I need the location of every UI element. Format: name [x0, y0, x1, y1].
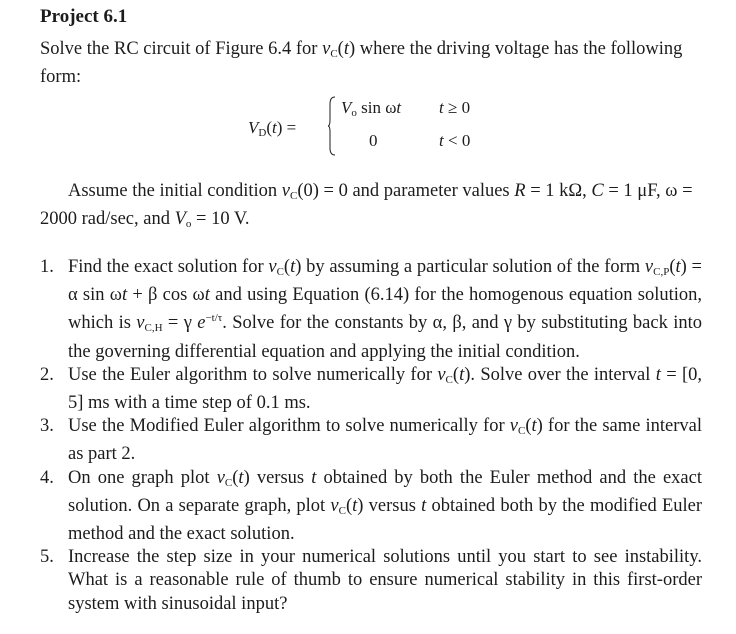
task-item [40, 256, 702, 364]
task-text: Use the Modified Euler algorithm to solve numerically for $v_C(t)$ for the same interval as part 2. [68, 416, 702, 465]
task-item [40, 415, 702, 466]
task-list [40, 256, 702, 616]
task-number: 2. [40, 364, 54, 385]
equation-lhs: $V_D(t)$ = [248, 118, 297, 139]
equation-case1-expr: $V_o$ sin ωt [341, 98, 402, 119]
equation-case1-cond: t ≥ 0 [439, 98, 471, 117]
project-title: Project 6.1 [40, 6, 128, 27]
task-item [40, 467, 702, 547]
task-number: 1. [40, 257, 54, 277]
task-text: Use the Euler algorithm to solve numerically for $v_C(t)$. Solve over the interval t = [0, 5] ms with a time step of 0.1 ms. [68, 364, 702, 414]
task-number: 4. [40, 467, 54, 488]
task-number: 5. [40, 547, 54, 568]
equation-brace-icon [328, 96, 336, 156]
intro-paragraph: Solve the RC circuit of Figure 6.4 for $v_C(t)$ where the driving voltage has the following form: [40, 39, 683, 87]
equation-case2-expr: 0 [369, 131, 378, 150]
task-text: On one graph plot $v_C(t)$ versus t obtained by both the Euler method and the exact solution. On a separate graph, plot $v_C(t)$ versus t obtained both by the modified Euler method and the exact solution. [68, 467, 703, 545]
assumption-paragraph: Assume the initial condition $v_C(0) = 0$ and parameter values R = 1 kΩ, C = 1 μF, ω = 2000 rad/sec, and $V_o = 10$ V. [40, 181, 693, 230]
task-number: 3. [40, 416, 54, 437]
task-text: Increase the step size in your numerical solutions until you start to see instability. What is a reasonable rule of thumb to ensure numerical stability in this first-order system with sinusoidal input? [68, 547, 702, 614]
task-item [40, 364, 702, 415]
task-item [40, 546, 702, 616]
equation-case2-cond: t < 0 [439, 131, 471, 150]
task-text: Find the exact solution for $v_C(t)$ by assuming a particular solution of the form $v_{C,P}(t) = \alpha$ sin ωt + β cos ωt and using Equation (6.14) for the homogenous equation solution, which is $v_{C,H} = \gamma$ $e^{-t/\tau}$. Solve for the constants by α, β, and γ by substituting back into the governing differential equation and applying the initial condition. [68, 257, 703, 362]
